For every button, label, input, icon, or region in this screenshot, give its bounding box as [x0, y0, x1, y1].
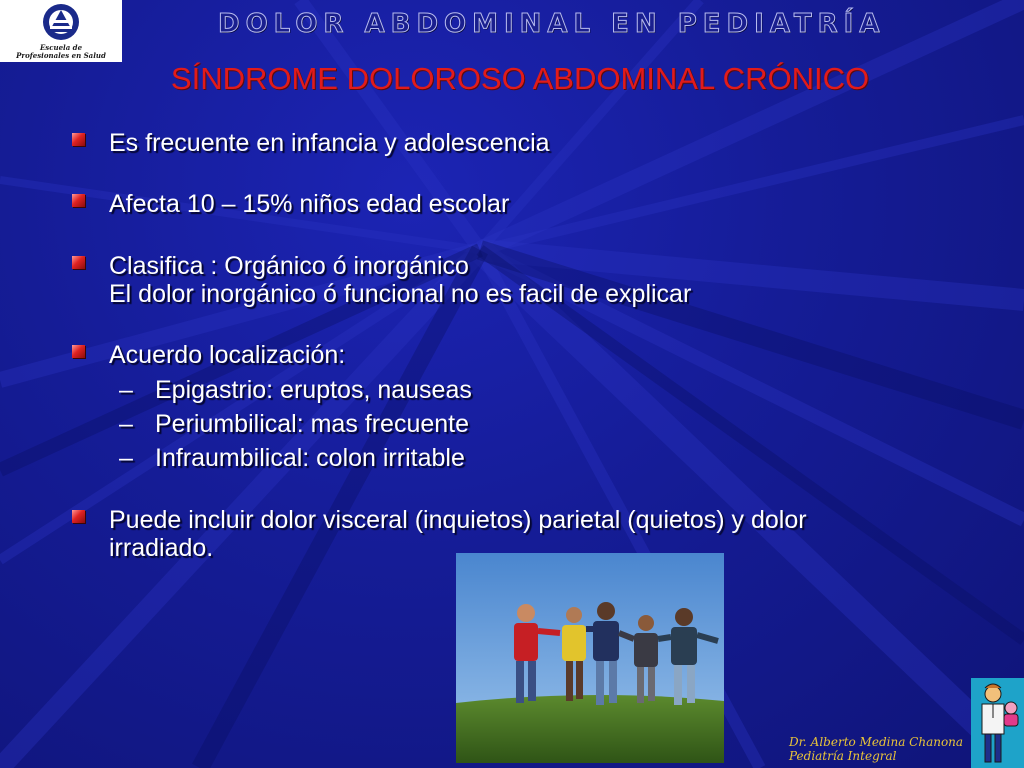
- bullet-text: Afecta 10 – 15% niños edad escolar: [109, 190, 510, 218]
- bullet-text-continuation: irradiado.: [109, 534, 214, 562]
- bullet-text: Es frecuente en infancia y adolescencia: [109, 129, 550, 157]
- bullet-text: Puede incluir dolor visceral (inquietos) parietal (quietos) y dolor: [109, 506, 807, 534]
- footer: [789, 735, 963, 763]
- sub-bullet-dash: –: [119, 376, 133, 404]
- doctor-holding-baby-icon: [971, 678, 1024, 768]
- sub-bullet-text: Periumbilical: mas frecuente: [155, 410, 470, 438]
- sub-bullet-text: Infraumbilical: colon irritable: [155, 444, 465, 472]
- sub-bullet-dash: –: [119, 444, 133, 472]
- sub-bullet-dash: –: [119, 410, 133, 438]
- slide-title: SÍNDROME DOLOROSO ABDOMINAL CRÓNICO: [170, 61, 870, 96]
- bullet-text: Acuerdo localización:: [109, 341, 346, 369]
- children-playing-photo: [456, 553, 724, 763]
- bullet-square-icon: [72, 345, 85, 358]
- bullet-square-icon: [72, 256, 85, 269]
- logo-text-line2: Profesionales en Salud: [16, 51, 106, 60]
- sub-bullet-text: Epigastrio: eruptos, nauseas: [155, 376, 472, 404]
- school-logo: [0, 0, 122, 62]
- bullet-square-icon: [72, 510, 85, 523]
- bullet-text: Clasifica : Orgánico ó inorgánico: [109, 252, 469, 280]
- bullet-square-icon: [72, 133, 85, 146]
- footer-author: Dr. Alberto Medina Chanona: [789, 735, 964, 749]
- header-title: DOLOR ABDOMINAL EN PEDIATRÍA: [218, 9, 886, 39]
- logo-text-line1: Escuela de: [39, 43, 83, 52]
- footer-subject: Pediatría Integral: [789, 749, 897, 763]
- logo-emblem-icon: [36, 2, 86, 42]
- bullet-square-icon: [72, 194, 85, 207]
- bullet-text-continuation: El dolor inorgánico ó funcional no es facil de explicar: [109, 280, 692, 308]
